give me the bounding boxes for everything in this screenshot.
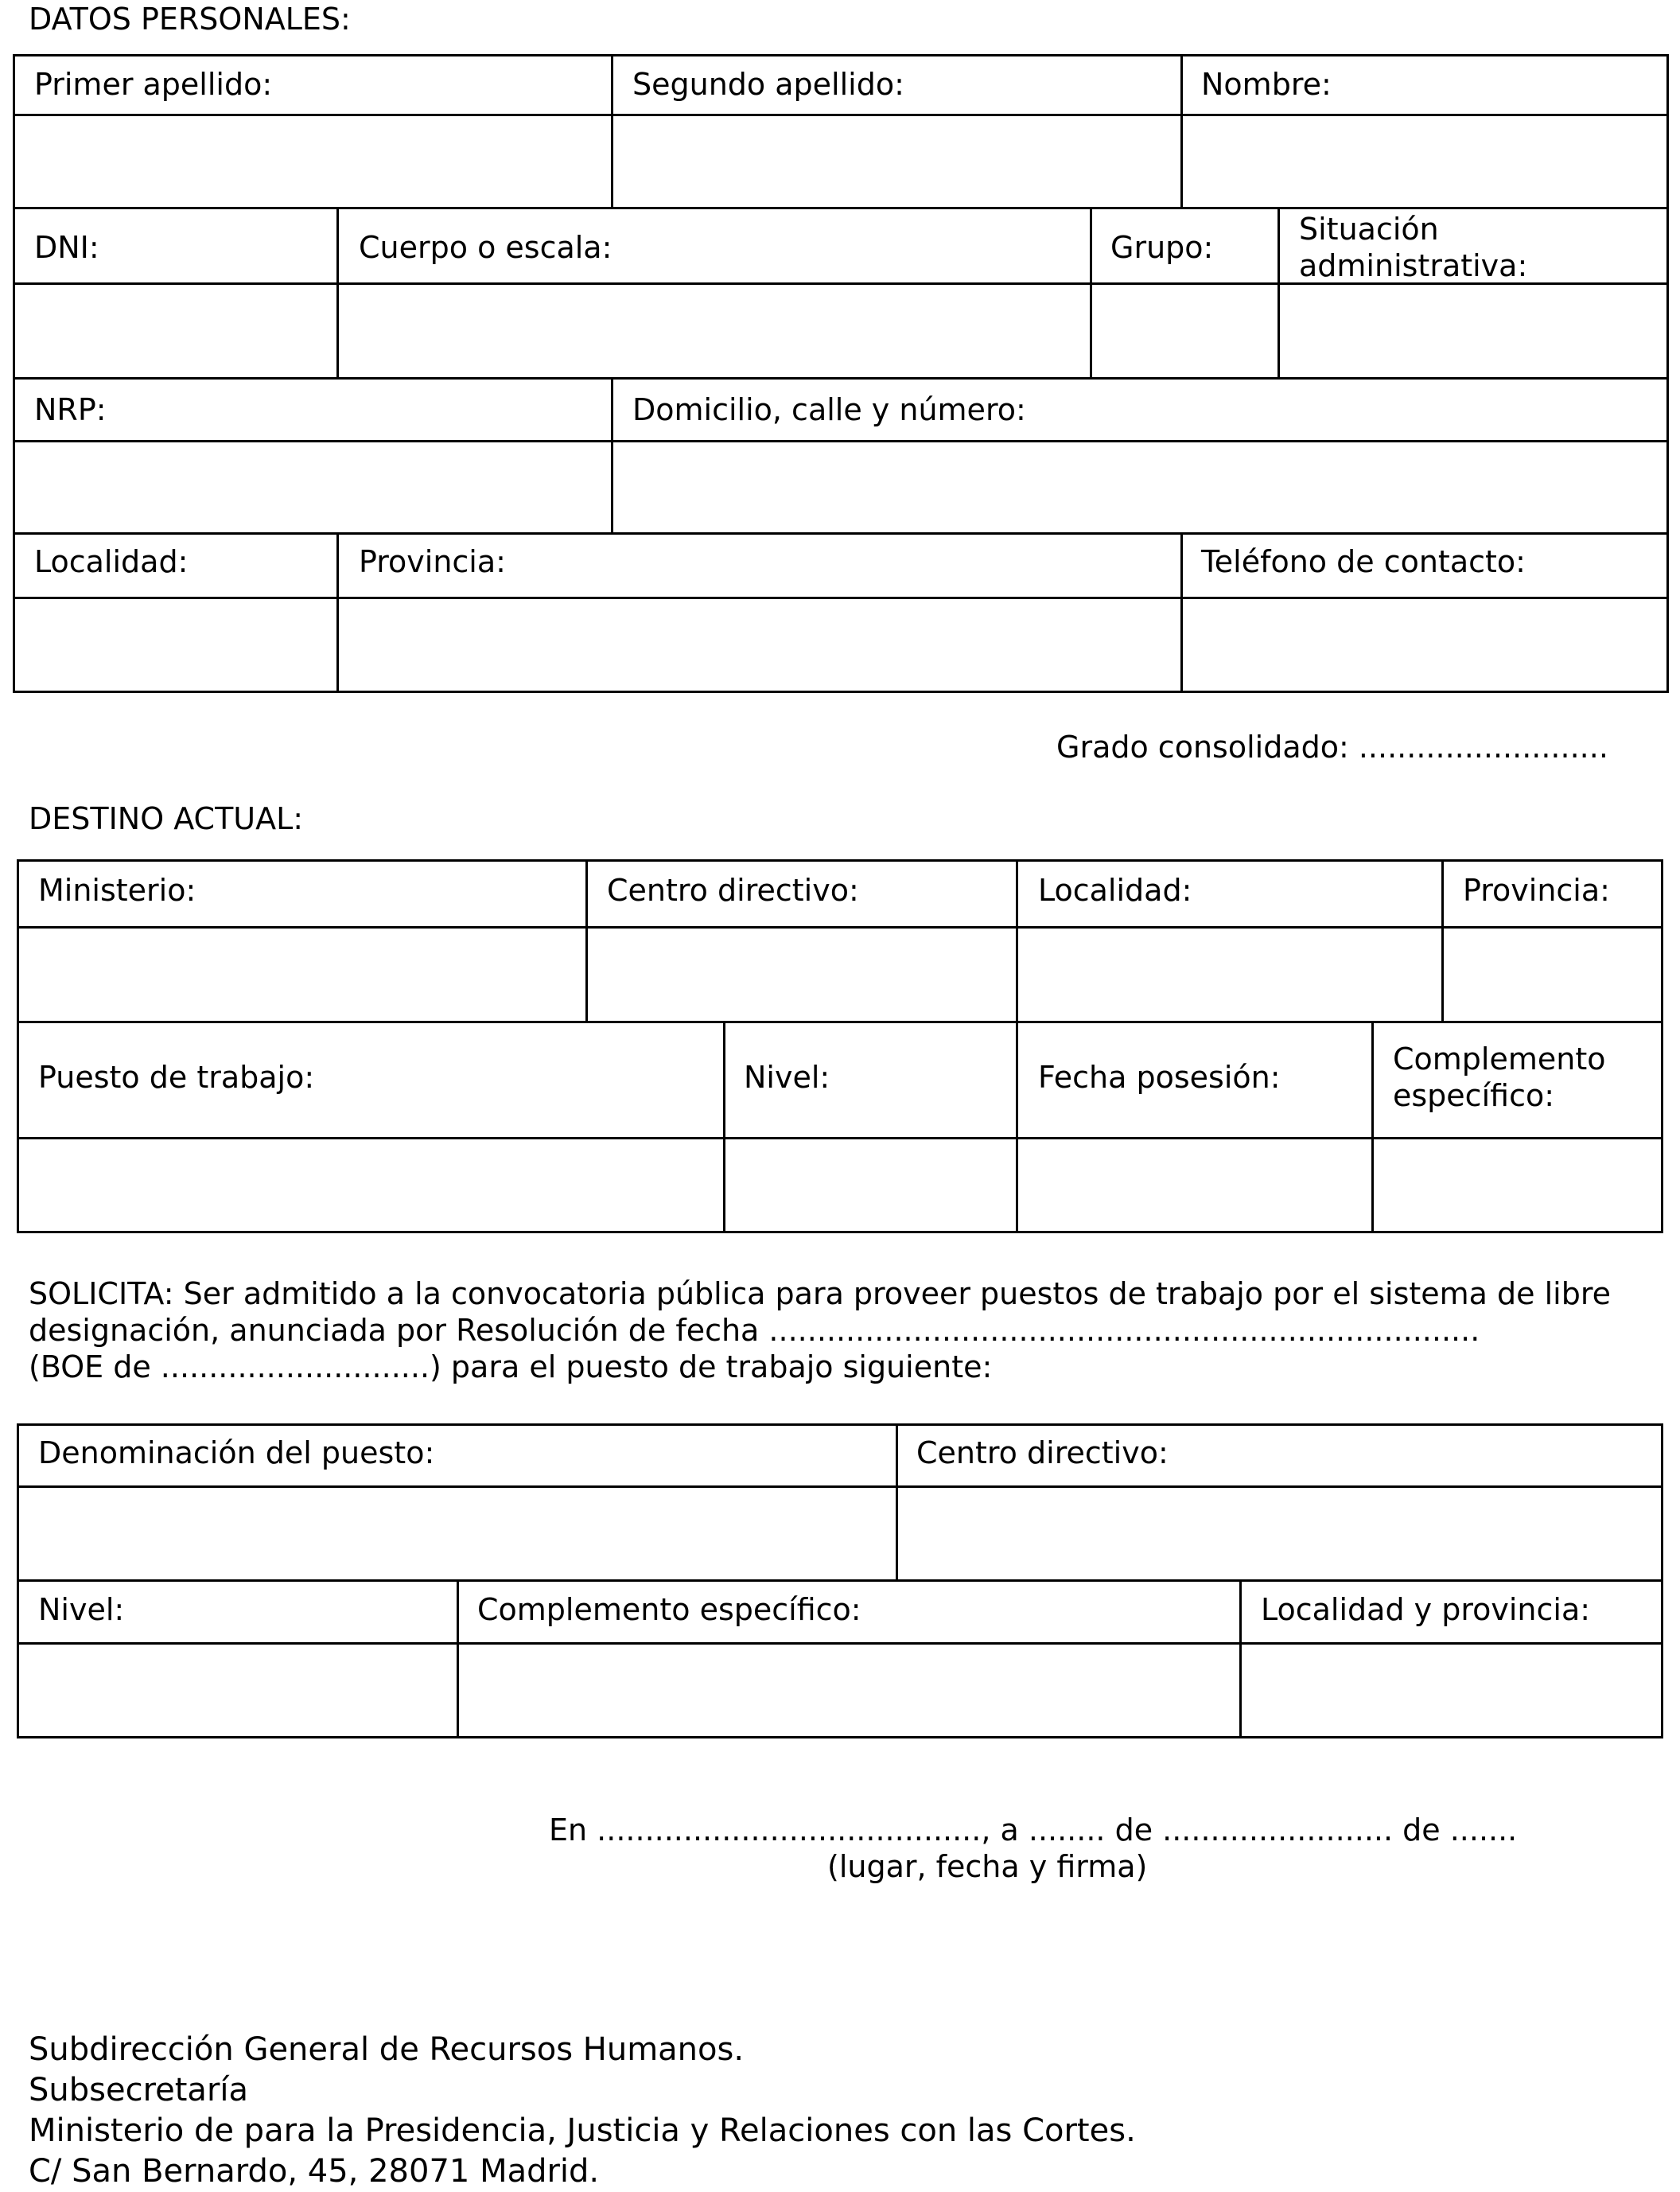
divider bbox=[13, 532, 1669, 535]
label-segundo-apellido: Segundo apellido: bbox=[632, 67, 904, 102]
address-line-3: Ministerio de para la Presidencia, Justicia y Relaciones con las Cortes. bbox=[29, 2112, 1136, 2149]
label-nivel: Nivel: bbox=[744, 1060, 830, 1095]
field-grupo[interactable] bbox=[1092, 285, 1278, 377]
field-localidad-provincia[interactable] bbox=[1242, 1645, 1661, 1736]
field-domicilio[interactable] bbox=[613, 442, 1666, 532]
label-nrp: NRP: bbox=[34, 392, 107, 427]
label-grupo: Grupo: bbox=[1110, 230, 1214, 265]
label-ministerio: Ministerio: bbox=[38, 873, 196, 908]
address-line-1: Subdirección General de Recursos Humanos. bbox=[29, 2031, 745, 2068]
signature-line: En ........................................, a ........ de ........................ de ....... bbox=[549, 1812, 1518, 1847]
label-centro-directivo: Centro directivo: bbox=[916, 1435, 1169, 1470]
label-situacion: Situación bbox=[1299, 212, 1439, 247]
label-nivel: Nivel: bbox=[38, 1592, 125, 1627]
field-situacion-administrativa[interactable] bbox=[1280, 285, 1666, 377]
divider bbox=[13, 377, 1669, 380]
label-complemento-especifico: Complemento específico: bbox=[477, 1592, 861, 1627]
field-denominacion-puesto[interactable] bbox=[19, 1488, 896, 1579]
personal-heading: DATOS PERSONALES: bbox=[29, 2, 351, 37]
label-puesto-trabajo: Puesto de trabajo: bbox=[38, 1060, 315, 1095]
label-telefono: Teléfono de contacto: bbox=[1201, 544, 1526, 579]
field-complemento-especifico[interactable] bbox=[1374, 1139, 1661, 1231]
field-nivel[interactable] bbox=[725, 1139, 1016, 1231]
label-localidad: Localidad: bbox=[34, 544, 189, 579]
label-localidad: Localidad: bbox=[1038, 873, 1192, 908]
destino-heading: DESTINO ACTUAL: bbox=[29, 801, 304, 836]
signature-caption: (lugar, fecha y firma) bbox=[827, 1849, 1148, 1884]
solicita-line-1: SOLICITA: Ser admitido a la convocatoria pública para proveer puestos de trabajo por el sistema de libre bbox=[29, 1276, 1612, 1311]
label-primer-apellido: Primer apellido: bbox=[34, 67, 273, 102]
field-segundo-apellido[interactable] bbox=[613, 116, 1180, 207]
field-provincia[interactable] bbox=[1444, 929, 1661, 1021]
field-centro-directivo[interactable] bbox=[588, 929, 1016, 1021]
field-primer-apellido[interactable] bbox=[15, 116, 611, 207]
label-dni: DNI: bbox=[34, 230, 99, 265]
label-provincia: Provincia: bbox=[1463, 873, 1610, 908]
label-nombre: Nombre: bbox=[1201, 67, 1332, 102]
label-especifico: específico: bbox=[1393, 1078, 1555, 1113]
label-provincia: Provincia: bbox=[359, 544, 506, 579]
field-fecha-posesion[interactable] bbox=[1018, 1139, 1371, 1231]
field-dni[interactable] bbox=[15, 285, 336, 377]
divider bbox=[17, 1579, 1663, 1582]
field-nrp[interactable] bbox=[15, 442, 611, 532]
field-telefono[interactable] bbox=[1183, 599, 1666, 691]
field-nombre[interactable] bbox=[1183, 116, 1666, 207]
field-provincia[interactable] bbox=[339, 599, 1180, 691]
label-centro-directivo: Centro directivo: bbox=[607, 873, 859, 908]
address-line-4: C/ San Bernardo, 45, 28071 Madrid. bbox=[29, 2153, 600, 2190]
divider bbox=[13, 207, 1669, 209]
label-localidad-provincia: Localidad y provincia: bbox=[1261, 1592, 1591, 1627]
label-fecha-posesion: Fecha posesión: bbox=[1038, 1060, 1281, 1095]
label-domicilio: Domicilio, calle y número: bbox=[632, 392, 1026, 427]
field-puesto-trabajo[interactable] bbox=[19, 1139, 723, 1231]
field-nivel[interactable] bbox=[19, 1645, 457, 1736]
solicita-line-2: designación, anunciada por Resolución de fecha .......................................................................... bbox=[29, 1313, 1480, 1348]
address-line-2: Subsecretaría bbox=[29, 2072, 249, 2108]
field-ministerio[interactable] bbox=[19, 929, 585, 1021]
solicita-line-3: (BOE de ............................) para el puesto de trabajo siguiente: bbox=[29, 1349, 993, 1384]
field-cuerpo-escala[interactable] bbox=[339, 285, 1090, 377]
field-localidad[interactable] bbox=[1018, 929, 1441, 1021]
grado-consolidado: Grado consolidado: .......................... bbox=[1056, 730, 1608, 765]
field-centro-directivo[interactable] bbox=[898, 1488, 1661, 1579]
field-complemento-especifico[interactable] bbox=[459, 1645, 1239, 1736]
label-administrativa: administrativa: bbox=[1299, 248, 1528, 283]
label-denominacion-puesto: Denominación del puesto: bbox=[38, 1435, 435, 1470]
divider bbox=[17, 1021, 1663, 1023]
label-cuerpo-escala: Cuerpo o escala: bbox=[359, 230, 612, 265]
label-complemento: Complemento bbox=[1393, 1041, 1606, 1077]
field-localidad[interactable] bbox=[15, 599, 336, 691]
